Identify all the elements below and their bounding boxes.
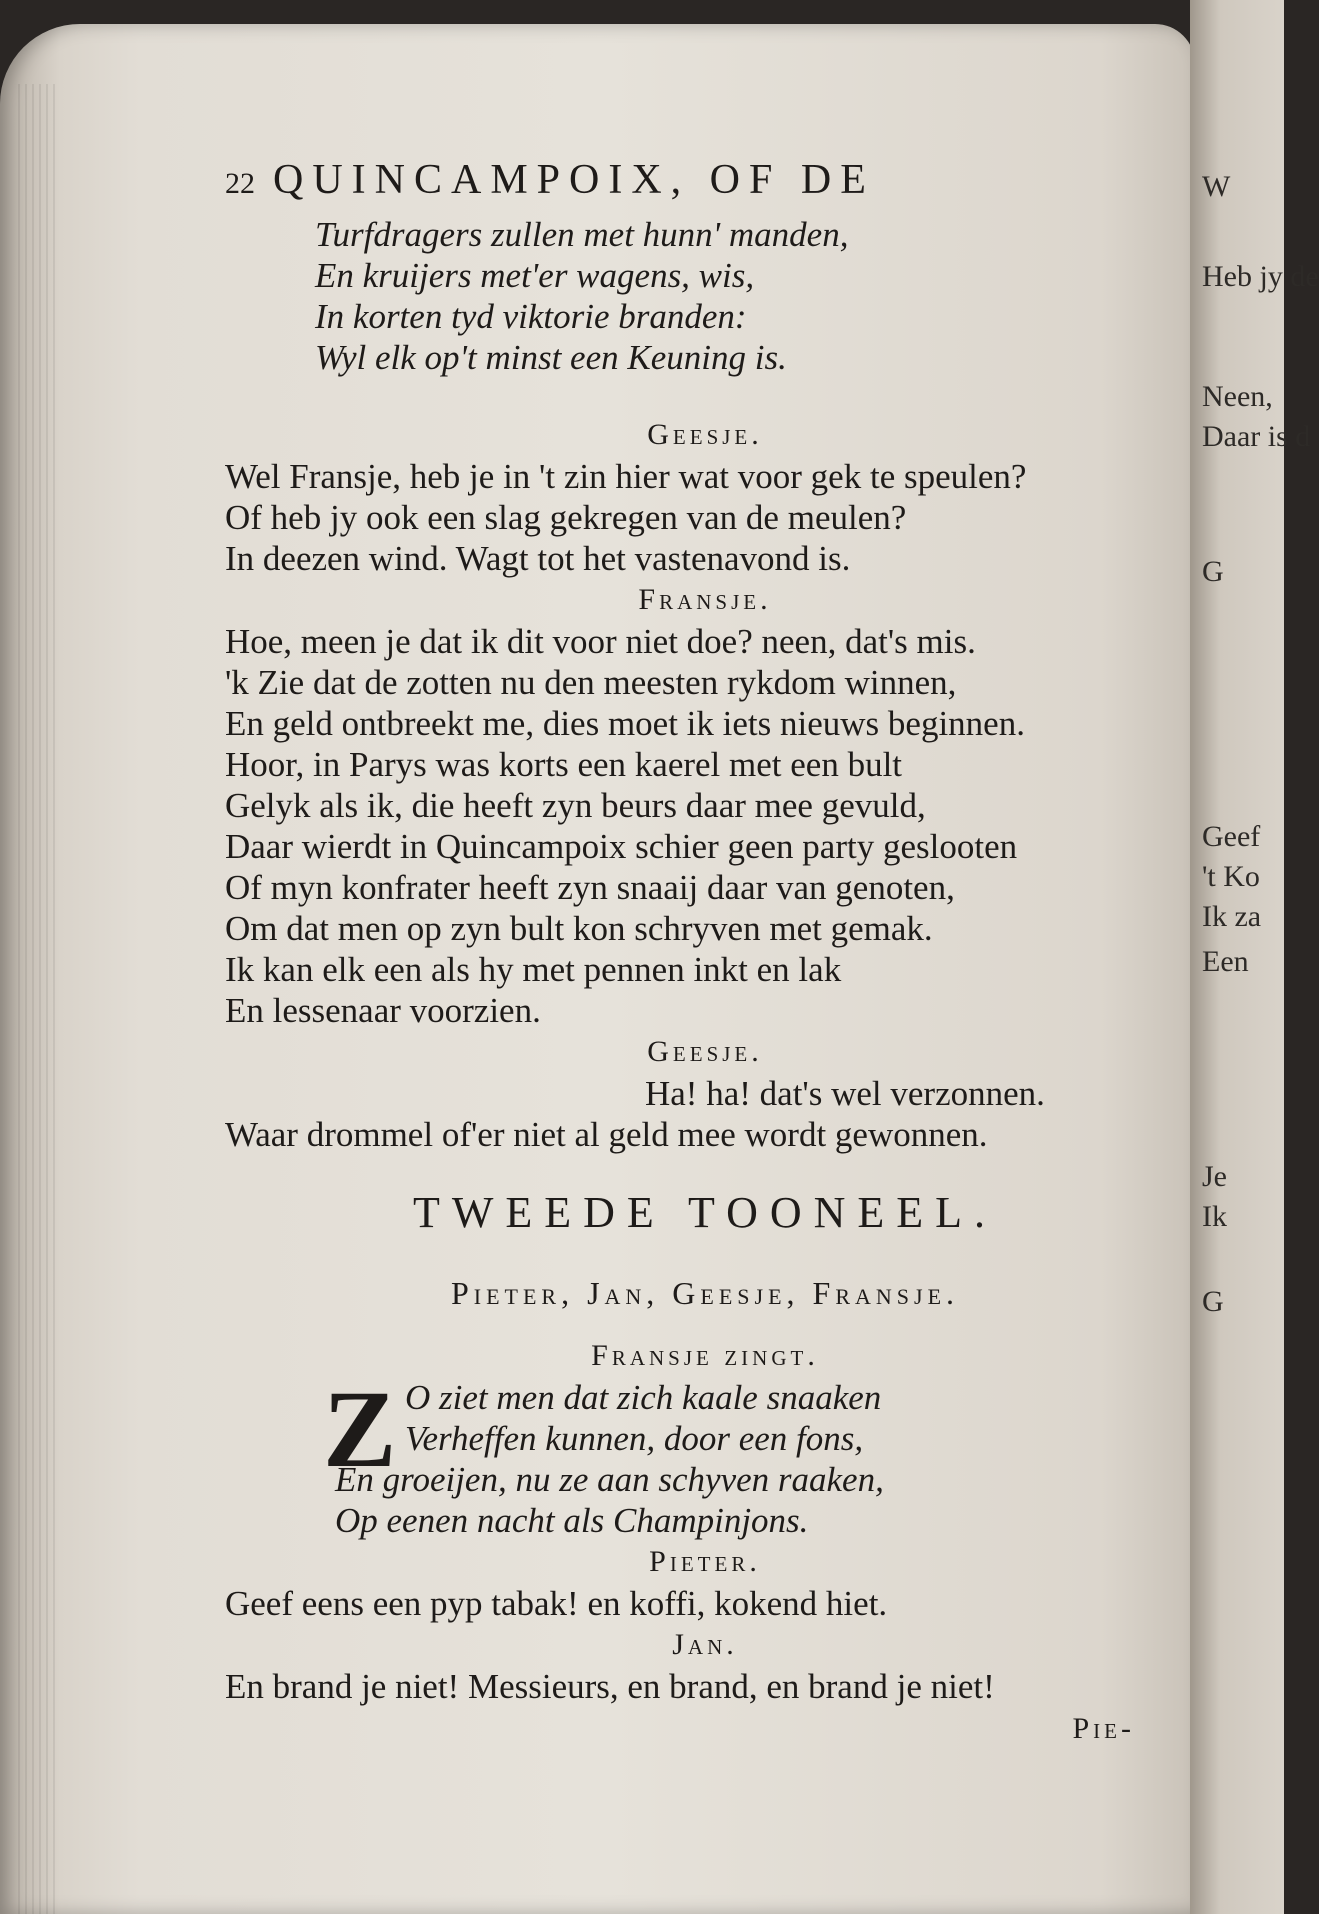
right-fragment: Je — [1202, 1160, 1227, 1193]
right-fragment: G — [1202, 555, 1224, 588]
dialogue-line: En lessenaar voorzien. — [225, 991, 541, 1030]
dialogue-line: Wel Fransje, heb je in 't zin hier wat voor gek te speulen? — [225, 457, 1027, 496]
cast-list: Pieter, Jan, Geesje, Fransje. — [450, 1275, 960, 1311]
dialogue-line: Hoe, meen je dat ik dit voor niet doe? neen, dat's mis. — [225, 622, 976, 661]
drop-cap: Z — [323, 1368, 397, 1490]
song-line: Op eenen nacht als Champinjons. — [335, 1501, 809, 1540]
dialogue-line: Ik kan elk een als hy met pennen inkt en lak — [225, 950, 842, 989]
dialogue-line: En brand je niet! Messieurs, en brand, en brand je niet! — [225, 1667, 995, 1706]
page-number: 22 — [225, 167, 255, 200]
running-header — [225, 150, 1185, 214]
right-fragment: Geef — [1202, 820, 1261, 853]
right-fragment: W — [1202, 170, 1231, 203]
verse-line: Turfdragers zullen met hunn' manden, — [315, 215, 849, 254]
dialogue-line: Geef eens een pyp tabak! en koffi, kokend hiet. — [225, 1584, 888, 1623]
page-text — [225, 150, 1185, 1751]
verse-line: In korten tyd viktorie branden: — [315, 297, 747, 336]
speaker-name: Fransje zingt. — [591, 1339, 819, 1372]
right-fragment: Een — [1202, 945, 1249, 978]
song-line: O ziet men dat zich kaale snaaken — [405, 1378, 882, 1417]
right-fragment: G — [1202, 1285, 1224, 1318]
speaker-name: Jan. — [672, 1628, 738, 1661]
dialogue-line: Hoor, in Parys was korts een kaerel met een bult — [225, 745, 903, 784]
verse-line: Wyl elk op't minst een Keuning is. — [315, 338, 787, 377]
right-page-edge — [1190, 0, 1319, 1914]
right-fragment: Heb jy de — [1202, 260, 1319, 293]
speaker-name: Pieter. — [649, 1545, 761, 1578]
dialogue-line: Waar drommel of'er niet al geld mee wordt gewonnen. — [225, 1115, 988, 1154]
right-fragment: 't Ko — [1202, 860, 1260, 893]
verse-line: En kruijers met'er wagens, wis, — [315, 256, 755, 295]
scene-title: TWEEDE TOONEEL. — [412, 1188, 998, 1237]
right-fragment: Daar is d — [1202, 420, 1311, 453]
right-fragment: Ik za — [1202, 900, 1262, 933]
song-stanza — [225, 1368, 1185, 1541]
dialogue-line: Daar wierdt in Quincampoix schier geen party geslooten — [225, 827, 1018, 866]
dialogue-line: Gelyk als ik, die heeft zyn beurs daar mee gevuld, — [225, 786, 926, 825]
speaker-name: Geesje. — [647, 418, 763, 451]
dialogue-line: In deezen wind. Wagt tot het vastenavond is. — [225, 539, 851, 578]
dialogue-line: Of myn konfrater heeft zyn snaaij daar van genoten, — [225, 868, 955, 907]
right-fragment: Ik — [1202, 1200, 1227, 1233]
song-line: Verheffen kunnen, door een fons, — [405, 1419, 864, 1458]
dialogue-line: Ha! ha! dat's wel verzonnen. — [645, 1074, 1045, 1113]
dialogue-line: En geld ontbreekt me, dies moet ik iets nieuws beginnen. — [225, 704, 1025, 743]
running-title: QUINCAMPOIX, OF DE — [273, 157, 875, 203]
speaker-name: Fransje. — [638, 583, 772, 616]
verse-stanza — [225, 214, 1185, 378]
dialogue-line: Om dat men op zyn bult kon schryven met gemak. — [225, 909, 933, 948]
catchword: Pie- — [1072, 1712, 1135, 1745]
song-line: En groeijen, nu ze aan schyven raaken, — [335, 1460, 884, 1499]
right-fragment: Neen, — [1202, 380, 1273, 413]
speaker-name: Geesje. — [647, 1035, 763, 1068]
dialogue-line: 'k Zie dat de zotten nu den meesten rykdom winnen, — [225, 663, 957, 702]
dialogue-line: Of heb jy ook een slag gekregen van de meulen? — [225, 498, 907, 537]
